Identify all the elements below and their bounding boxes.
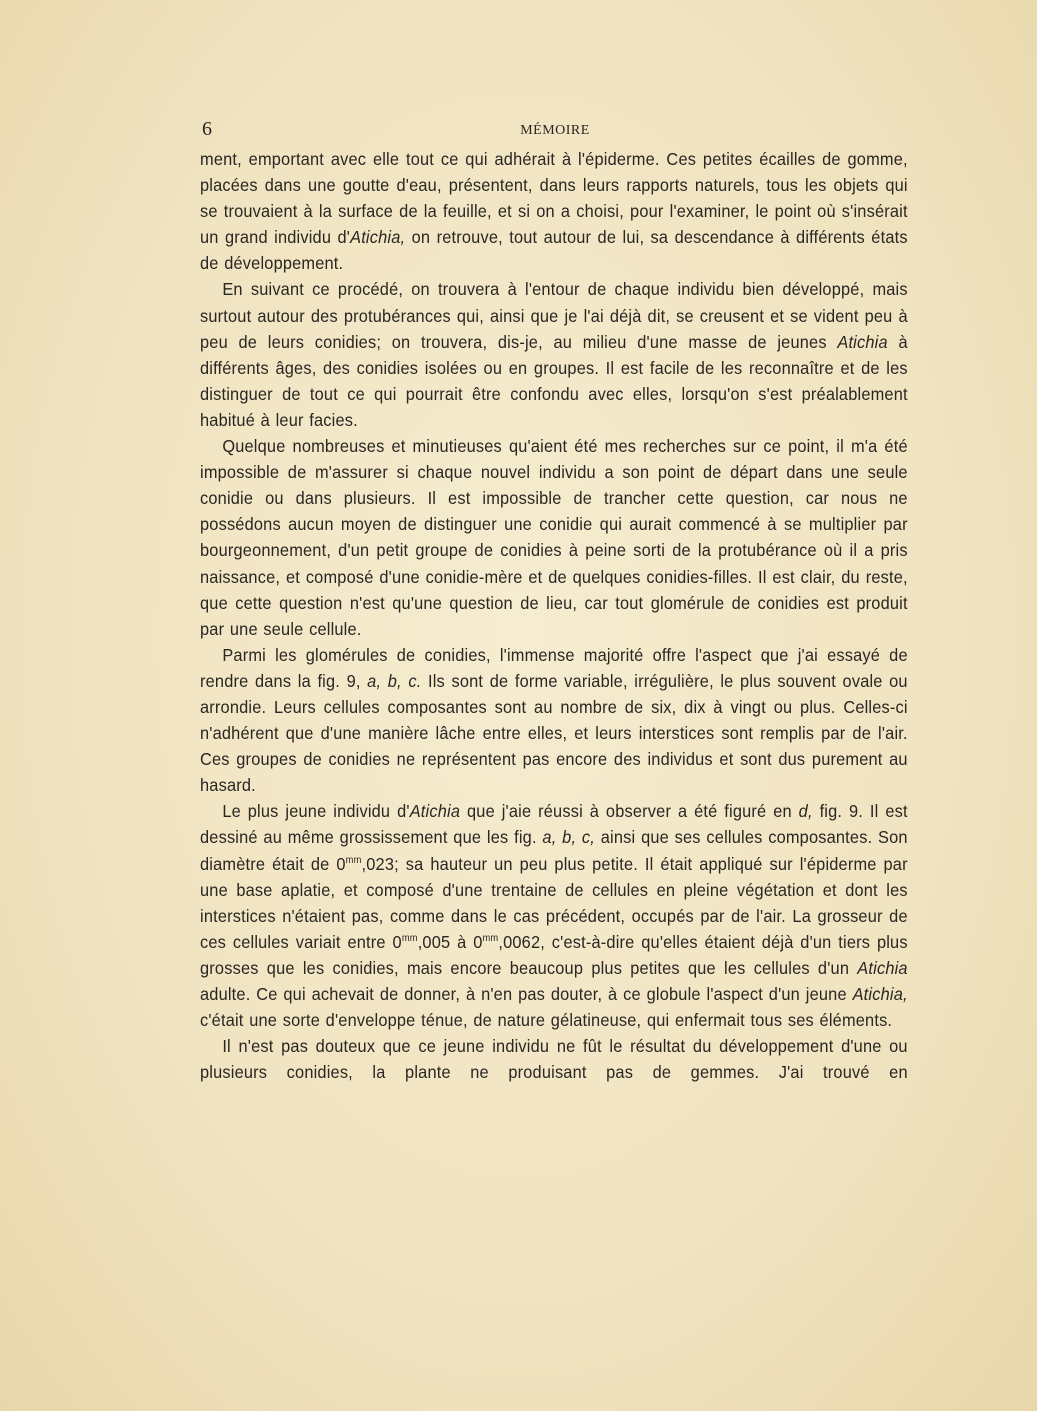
text-run: Quelque nombreuses et minutieuses qu'aient été mes recherches sur ce point, il m'a été impossible de m'assurer si chaque nouvel individu a son point de départ dans une seule conidie ou dans plusieurs. Il est impossible de trancher cette question, car nous ne possédons aucun moyen de distinguer une conidie qui aurait commencé à se multiplier par bourgeonnement, d'un petit groupe de conidies à peine sorti de la protubérance où il a pris naissance, et composé d'une conidie-mère et de quelques conidies-filles. Il est clair, du reste, que cette question n'est qu'une question de lieu, car tout glomérule de conidies est produit par une seule cellule. [200,436,908,639]
text-run: Le plus jeune individu d' [222,801,410,822]
text-run: Ils sont de forme variable, irrégulière, le plus souvent ovale ou arrondie. Leurs cellules composantes sont au nombre de six, dix à vingt ou plus. Celles-ci n'adhérent que d'une manière lâche entre elles, et leurs interstices sont remplis par de l'air. Ces groupes de conidies ne représentent pas encore des individus et sont dus purement au hasard. [200,670,908,796]
paragraph [200,798,908,1033]
italic-run: a, b, c, [542,827,596,848]
superscript-unit: mm [482,932,499,944]
italic-run: Atichia [837,331,888,352]
text-run: c'était une sorte d'enveloppe ténue, de nature gélatineuse, qui enfermait tous ses éléments. [200,1010,893,1031]
text-run: ainsi que ses cellules composantes. Son diamètre était de 0 [200,827,908,874]
paragraph [200,1033,908,1085]
paragraph [200,146,908,276]
text-run: ,005 à 0 [417,931,483,952]
paragraph [200,642,908,799]
text-run: ,0062, c'est-à-dire qu'elles étaient déjà d'un tiers plus grosses que les conidies, mais encore beaucoup plus petites que les cellules d'un [200,931,908,978]
italic-run: Atichia [409,801,461,822]
text-run: à différents âges, des conidies isolées ou en groupes. Il est facile de les reconnaître et de les distinguer de tout ce qui pourrait être confondu avec elles, lorsqu'on s'est préalablement habitué à leur facies. [200,331,908,430]
running-head [200,118,910,142]
paragraph [200,276,908,433]
text-run: En suivant ce procédé, on trouvera à l'entour de chaque individu bien développé, mais surtout autour des protubérances qui, ainsi que je l'ai déjà dit, se creusent et se vident peu à peu de leurs conidies; on trouvera, dis-je, au milieu d'une masse de jeunes [200,279,908,352]
page-number: 6 [202,118,212,140]
italic-run: Atichia, [852,984,908,1004]
italic-run: Atichia [857,957,908,978]
superscript-unit: mm [345,854,362,866]
text-run: Il n'est pas douteux que ce jeune individu ne fût le résultat du développement d'une ou plusieurs conidies, la plante ne produisant pas de gemmes. J'ai trouvé en [200,1036,908,1083]
running-title: MÉMOIRE [520,123,590,138]
superscript-unit: mm [401,932,418,944]
text-run: que j'aie réussi à observer a été figuré en [460,801,799,822]
text-run: fig. 9. Il est dessiné au même grossissement que les fig. [200,801,908,848]
text-run: ment, emportant avec elle tout ce qui adhérait à l'épiderme. Ces petites écailles de gomme, placées dans une goutte d'eau, présentent, dans leurs rapports naturels, tous les objets qui se trouvaient à la surface de la feuille, et si on a choisi, pour l'examiner, le point où s'insérait un grand individu d' [200,149,908,248]
text-run: Parmi les glomérules de conidies, l'immense majorité offre l'aspect que j'ai essayé de rendre dans la fig. 9, [200,644,908,691]
italic-run: d, [798,801,813,822]
italic-run: Atichia, [350,227,406,248]
text-run: on retrouve, tout autour de lui, sa descendance à différents états de développement. [200,227,908,274]
text-run: adulte. Ce qui achevait de donner, à n'en pas douter, à ce globule l'aspect d'un jeune [200,984,853,1004]
italic-run: a, b, c. [367,670,422,691]
paragraph [200,433,908,642]
body-text [200,146,908,1085]
text-run: ,023; sa hauteur un peu plus petite. Il était appliqué sur l'épiderme par une base aplatie, et composé d'une trentaine de cellules en pleine végétation et dont les interstices n'étaient pas, comme dans le cas précédent, occupés par de l'air. La grosseur de ces cellules variait entre 0 [200,853,908,952]
